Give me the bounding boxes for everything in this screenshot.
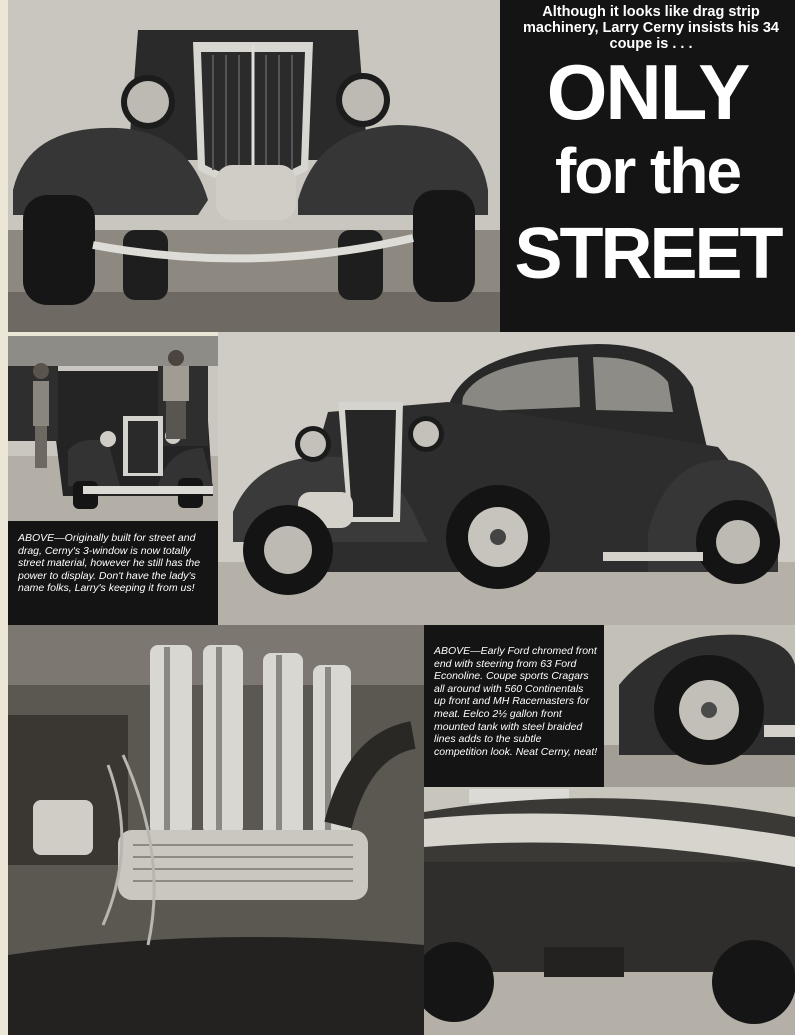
caption-left-block [8,521,218,626]
headline-intro: Although it looks like drag strip machinery, Larry Cerny insists his 34 coupe is . . . [522,4,779,52]
headline-block [500,0,795,332]
caption-left: ABOVE—Originally built for street and drag, Cerny's 3-window is now totally street material, however he still has the power to display. Don't have the lady's name folks, Larry's keeping it from us! [18,532,201,595]
headline-line-1: ONLY [546,48,749,136]
headline-line-2: for the [554,135,741,207]
couple-with-car-photo [8,336,218,521]
three-quarter-view-photo [218,332,795,625]
headline-line-3: STREET [514,214,781,294]
rear-bumper-photo [424,787,795,1035]
caption-right: ABOVE—Early Ford chromed front end with steering from 63 Ford Econoline. Coupe sports Cragars all around with 560 Continentals up front and MH Racemasters for meat. Eelco 2½ gallon front mounted tank with steel braided lines adds to the subtle competition look. Neat Cerny, neat! [434,645,598,758]
engine-photo [8,625,424,1035]
caption-right-block [424,625,604,787]
rear-wheel-photo [604,625,795,787]
front-view-photo [8,0,500,332]
